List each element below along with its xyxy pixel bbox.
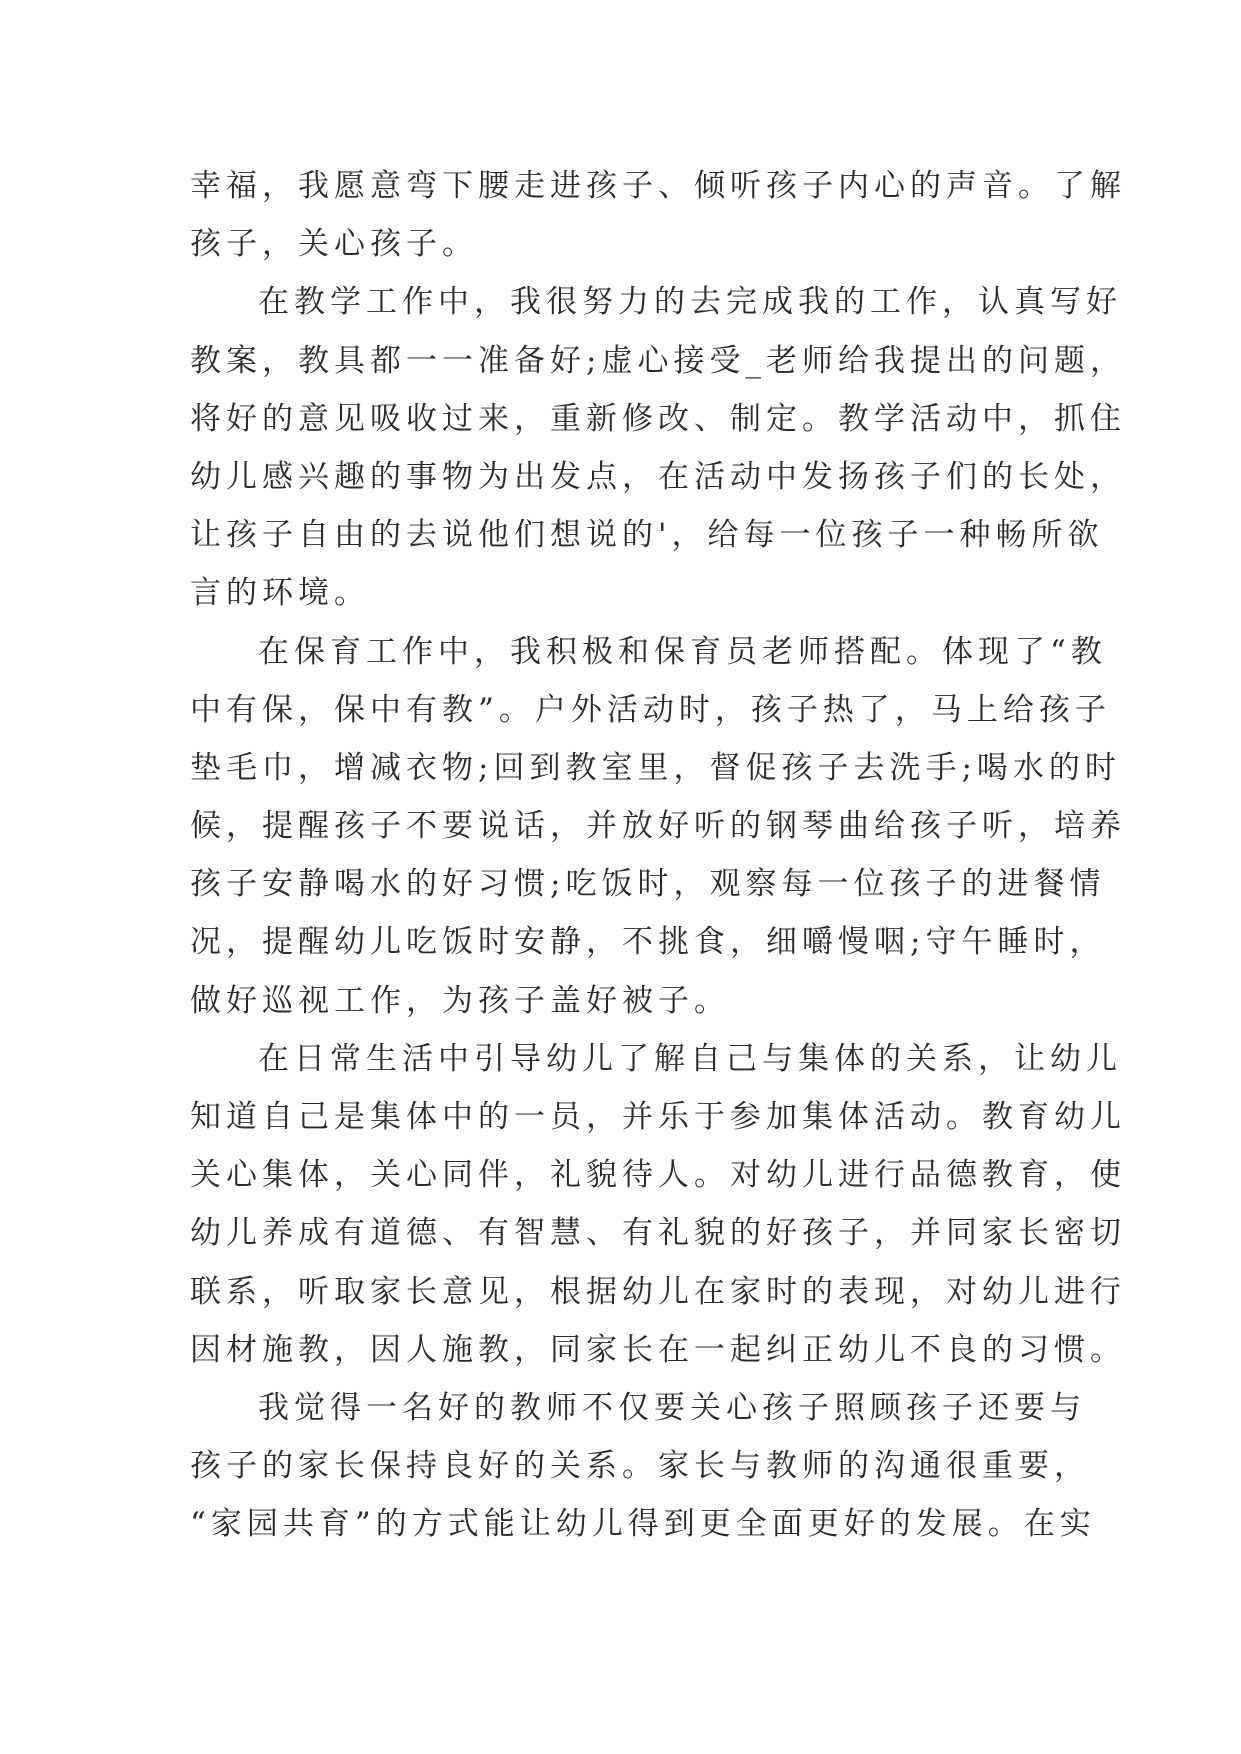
text-line: 况，提醒幼儿吃饭时安静，不挑食，细嚼慢咽;守午睡时，: [190, 924, 1106, 961]
text-line: 联系，听取家长意见，根据幼儿在家时的表现，对幼儿进行: [190, 1273, 1126, 1310]
text-line: 因材施教，因人施教，同家长在一起纠正幼儿不良的习惯。: [190, 1331, 1126, 1368]
text-line: 候，提醒孩子不要说话，并放好听的钢琴曲给孩子听，培养: [190, 808, 1126, 845]
text-line: 中有保，保中有教”。户外活动时，孩子热了，马上给孩子: [190, 691, 1111, 728]
text-line: 教案，教具都一一准备好;虚心接受_老师给我提出的问题，: [190, 342, 1126, 379]
text-line: 让孩子自由的去说他们想说的'，给每一位孩子一种畅所欲: [190, 517, 1104, 554]
text-line: 将好的意见吸收过来，重新修改、制定。教学活动中，抓住: [190, 400, 1126, 437]
text-line: 关心集体，关心同伴，礼貌待人。对幼儿进行品德教育，使: [190, 1157, 1126, 1194]
paragraph-first-line: 我觉得一名好的教师不仅要关心孩子照顾孩子还要与: [258, 1389, 1086, 1426]
text-line: 孩子，关心孩子。: [190, 226, 478, 263]
text-line: 知道自己是集体中的一员，并乐于参加集体活动。教育幼儿: [190, 1099, 1126, 1135]
text-line: 幼儿养成有道德、有智慧、有礼貌的好孩子，并同家长密切: [190, 1215, 1126, 1252]
text-line: 孩子安静喝水的好习惯;吃饭时，观察每一位孩子的进餐情: [190, 866, 1106, 903]
paragraph-first-line: 在日常生活中引导幼儿了解自己与集体的关系，让幼儿: [258, 1040, 1122, 1077]
text-line: 垫毛巾，增减衣物;回到教室里，督促孩子去洗手;喝水的时: [190, 749, 1121, 786]
document-body: [190, 157, 1126, 1554]
paragraph-first-line: 在教学工作中，我很努力的去完成我的工作，认真写好: [258, 284, 1122, 321]
text-line: 幸福，我愿意弯下腰走进孩子、倾听孩子内心的声音。了解: [190, 168, 1126, 204]
text-line: 孩子的家长保持良好的关系。家长与教师的沟通很重要，: [190, 1448, 1090, 1485]
text-line: 言的环境。: [190, 575, 370, 612]
text-line: 做好巡视工作，为孩子盖好被子。: [190, 982, 730, 1019]
text-line: “家园共育”的方式能让幼儿得到更全面更好的发展。在实: [190, 1506, 1096, 1543]
paragraph-first-line: 在保育工作中，我积极和保育员老师搭配。体现了“教: [258, 633, 1107, 670]
text-line: 幼儿感兴趣的事物为出发点，在活动中发扬孩子们的长处，: [190, 458, 1126, 495]
